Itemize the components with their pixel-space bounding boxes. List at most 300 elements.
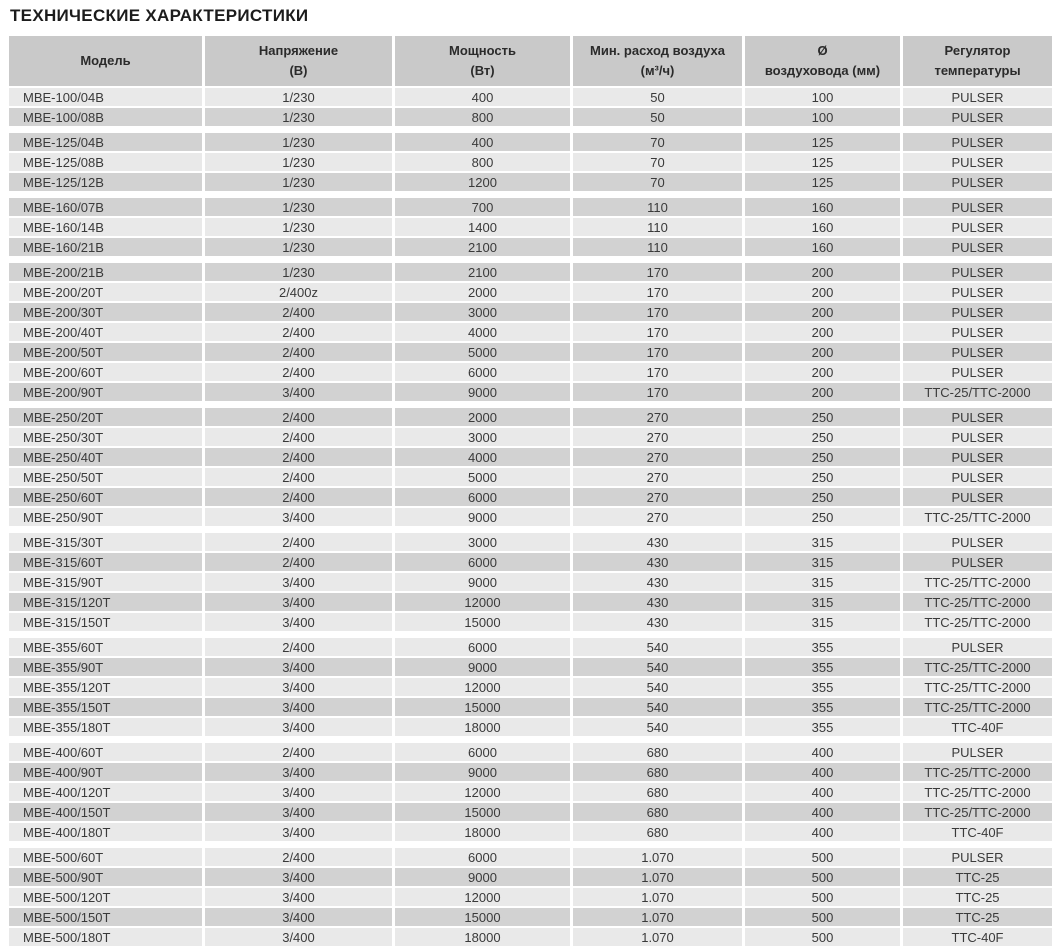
page-title: ТЕХНИЧЕСКИЕ ХАРАКТЕРИСТИКИ [10,6,309,25]
table-row [9,888,1052,906]
cell-power: 3000 [395,533,570,551]
cell-regulator: TTC-25/TTC-2000 [903,763,1052,781]
cell-power: 3000 [395,428,570,446]
cell-power: 18000 [395,928,570,946]
cell-diameter: 125 [745,133,900,151]
cell-diameter: 400 [745,763,900,781]
cell-diameter: 315 [745,553,900,571]
cell-power: 15000 [395,803,570,821]
cell-model: MBE-250/40T [9,448,202,466]
cell-model: MBE-200/20T [9,283,202,301]
cell-model: MBE-250/90T [9,508,202,526]
cell-regulator: PULSER [903,263,1052,281]
cell-voltage: 2/400 [205,448,392,466]
cell-diameter: 500 [745,848,900,866]
cell-regulator: TTC-25/TTC-2000 [903,803,1052,821]
cell-airflow: 170 [573,303,742,321]
cell-airflow: 430 [573,553,742,571]
cell-power: 700 [395,198,570,216]
cell-regulator: PULSER [903,173,1052,191]
cell-diameter: 250 [745,428,900,446]
cell-airflow: 110 [573,218,742,236]
cell-regulator: PULSER [903,108,1052,126]
cell-airflow: 540 [573,638,742,656]
cell-regulator: TTC-25/TTC-2000 [903,508,1052,526]
table-row [9,133,1052,151]
cell-diameter: 160 [745,198,900,216]
cell-diameter: 500 [745,928,900,946]
cell-voltage: 2/400z [205,283,392,301]
cell-power: 2000 [395,408,570,426]
table-row [9,763,1052,781]
cell-airflow: 110 [573,198,742,216]
cell-power: 9000 [395,383,570,401]
cell-model: MBE-200/90T [9,383,202,401]
cell-regulator: TTC-25 [903,888,1052,906]
column-header-line: Регулятор [944,43,1011,58]
cell-regulator: PULSER [903,553,1052,571]
cell-voltage: 1/230 [205,238,392,256]
cell-voltage: 2/400 [205,488,392,506]
table-row [9,593,1052,611]
cell-model: MBE-200/30T [9,303,202,321]
cell-power: 1200 [395,173,570,191]
cell-power: 2000 [395,283,570,301]
cell-power: 6000 [395,553,570,571]
table-row [9,363,1052,381]
cell-airflow: 680 [573,763,742,781]
column-header-line: воздуховода (мм) [764,63,881,78]
cell-diameter: 500 [745,888,900,906]
column-header-voltage [205,36,392,86]
cell-model: MBE-400/90T [9,763,202,781]
cell-power: 15000 [395,613,570,631]
cell-regulator: TTC-40F [903,718,1052,736]
cell-airflow: 70 [573,133,742,151]
cell-regulator: TTC-25/TTC-2000 [903,783,1052,801]
cell-model: MBE-500/120T [9,888,202,906]
cell-model: MBE-500/90T [9,868,202,886]
cell-power: 9000 [395,573,570,591]
table-row [9,88,1052,106]
table-header-row [9,36,1052,86]
cell-voltage: 2/400 [205,303,392,321]
cell-regulator: TTC-40F [903,823,1052,841]
cell-regulator: PULSER [903,238,1052,256]
cell-model: MBE-400/150T [9,803,202,821]
table-row [9,303,1052,321]
cell-diameter: 315 [745,613,900,631]
cell-diameter: 250 [745,488,900,506]
cell-power: 6000 [395,638,570,656]
cell-model: MBE-100/08B [9,108,202,126]
table-row [9,448,1052,466]
cell-power: 9000 [395,868,570,886]
cell-diameter: 315 [745,573,900,591]
cell-voltage: 2/400 [205,638,392,656]
table-row [9,783,1052,801]
cell-voltage: 2/400 [205,323,392,341]
cell-voltage: 3/400 [205,508,392,526]
cell-voltage: 2/400 [205,468,392,486]
cell-regulator: PULSER [903,198,1052,216]
cell-voltage: 3/400 [205,658,392,676]
cell-airflow: 1.070 [573,848,742,866]
cell-regulator: PULSER [903,343,1052,361]
cell-airflow: 70 [573,173,742,191]
table-row [9,658,1052,676]
table-row [9,908,1052,926]
table-row [9,383,1052,401]
cell-voltage: 3/400 [205,678,392,696]
cell-airflow: 170 [573,263,742,281]
cell-model: MBE-200/21B [9,263,202,281]
cell-model: MBE-250/20T [9,408,202,426]
cell-airflow: 540 [573,698,742,716]
table-row [9,848,1052,866]
table-row [9,743,1052,761]
cell-regulator: TTC-25/TTC-2000 [903,593,1052,611]
cell-airflow: 170 [573,363,742,381]
cell-diameter: 355 [745,638,900,656]
cell-diameter: 100 [745,88,900,106]
cell-diameter: 200 [745,343,900,361]
cell-airflow: 270 [573,468,742,486]
cell-voltage: 3/400 [205,888,392,906]
column-header-line: (В) [289,63,308,78]
cell-airflow: 1.070 [573,868,742,886]
cell-regulator: TTC-25 [903,908,1052,926]
cell-regulator: PULSER [903,638,1052,656]
cell-diameter: 200 [745,283,900,301]
cell-diameter: 400 [745,823,900,841]
table-row [9,468,1052,486]
cell-diameter: 400 [745,783,900,801]
cell-model: MBE-355/180T [9,718,202,736]
table-row [9,533,1052,551]
cell-model: MBE-160/14B [9,218,202,236]
cell-airflow: 270 [573,428,742,446]
cell-regulator: PULSER [903,428,1052,446]
cell-diameter: 250 [745,408,900,426]
cell-voltage: 1/230 [205,173,392,191]
cell-diameter: 400 [745,803,900,821]
cell-airflow: 170 [573,283,742,301]
cell-diameter: 355 [745,718,900,736]
cell-regulator: PULSER [903,533,1052,551]
table-row [9,868,1052,886]
cell-regulator: PULSER [903,323,1052,341]
specs-table [9,36,1052,948]
cell-model: MBE-355/90T [9,658,202,676]
table-row [9,488,1052,506]
cell-airflow: 1.070 [573,928,742,946]
cell-diameter: 500 [745,908,900,926]
table-row [9,613,1052,631]
column-header-regulator [903,36,1052,86]
cell-voltage: 3/400 [205,698,392,716]
cell-power: 2100 [395,238,570,256]
cell-model: MBE-160/21B [9,238,202,256]
cell-regulator: TTC-25/TTC-2000 [903,658,1052,676]
cell-voltage: 3/400 [205,718,392,736]
table-row [9,428,1052,446]
cell-power: 400 [395,133,570,151]
cell-voltage: 2/400 [205,848,392,866]
cell-voltage: 3/400 [205,868,392,886]
column-header-line: (Вт) [470,63,495,78]
cell-diameter: 160 [745,218,900,236]
cell-power: 4000 [395,323,570,341]
cell-voltage: 2/400 [205,363,392,381]
cell-power: 12000 [395,783,570,801]
cell-regulator: PULSER [903,408,1052,426]
table-row [9,343,1052,361]
cell-voltage: 1/230 [205,108,392,126]
cell-regulator: PULSER [903,468,1052,486]
cell-regulator: TTC-25/TTC-2000 [903,613,1052,631]
cell-regulator: PULSER [903,363,1052,381]
cell-model: MBE-500/60T [9,848,202,866]
cell-voltage: 3/400 [205,803,392,821]
cell-voltage: 3/400 [205,763,392,781]
cell-voltage: 2/400 [205,533,392,551]
cell-power: 2100 [395,263,570,281]
cell-diameter: 200 [745,303,900,321]
table-row [9,718,1052,736]
cell-voltage: 1/230 [205,153,392,171]
column-header-diameter [745,36,900,86]
cell-diameter: 315 [745,593,900,611]
cell-voltage: 3/400 [205,928,392,946]
cell-power: 6000 [395,363,570,381]
column-header-line: температуры [934,63,1021,78]
cell-voltage: 3/400 [205,593,392,611]
table-row [9,408,1052,426]
cell-model: MBE-315/30T [9,533,202,551]
table-row [9,108,1052,126]
cell-airflow: 680 [573,743,742,761]
cell-power: 12000 [395,678,570,696]
table-body [9,88,1052,946]
cell-regulator: TTC-25 [903,868,1052,886]
cell-power: 15000 [395,698,570,716]
table-row [9,218,1052,236]
cell-voltage: 3/400 [205,383,392,401]
table-row [9,263,1052,281]
cell-airflow: 170 [573,383,742,401]
cell-diameter: 100 [745,108,900,126]
cell-voltage: 3/400 [205,573,392,591]
cell-diameter: 200 [745,383,900,401]
cell-power: 6000 [395,848,570,866]
cell-model: MBE-200/50T [9,343,202,361]
cell-regulator: TTC-40F [903,928,1052,946]
cell-voltage: 3/400 [205,823,392,841]
cell-regulator: PULSER [903,133,1052,151]
cell-diameter: 200 [745,323,900,341]
cell-airflow: 170 [573,323,742,341]
cell-regulator: PULSER [903,488,1052,506]
cell-regulator: TTC-25/TTC-2000 [903,383,1052,401]
cell-voltage: 1/230 [205,133,392,151]
cell-model: MBE-125/04B [9,133,202,151]
cell-voltage: 1/230 [205,198,392,216]
cell-power: 12000 [395,593,570,611]
cell-diameter: 250 [745,508,900,526]
column-header-line: Мощность [449,43,516,58]
cell-airflow: 50 [573,88,742,106]
column-header-line: Модель [80,53,131,68]
cell-airflow: 1.070 [573,908,742,926]
table-row [9,928,1052,946]
cell-model: MBE-500/180T [9,928,202,946]
cell-model: MBE-315/90T [9,573,202,591]
cell-power: 6000 [395,743,570,761]
cell-airflow: 110 [573,238,742,256]
cell-model: MBE-355/120T [9,678,202,696]
cell-model: MBE-400/180T [9,823,202,841]
cell-diameter: 250 [745,468,900,486]
cell-diameter: 200 [745,363,900,381]
cell-model: MBE-315/150T [9,613,202,631]
cell-diameter: 125 [745,173,900,191]
column-header-line: Напряжение [258,43,339,58]
cell-diameter: 400 [745,743,900,761]
cell-model: MBE-125/08B [9,153,202,171]
cell-model: MBE-250/50T [9,468,202,486]
cell-power: 18000 [395,718,570,736]
cell-airflow: 430 [573,533,742,551]
cell-airflow: 680 [573,783,742,801]
cell-voltage: 3/400 [205,613,392,631]
table-row [9,678,1052,696]
cell-airflow: 270 [573,508,742,526]
cell-model: MBE-355/150T [9,698,202,716]
cell-voltage: 2/400 [205,343,392,361]
cell-power: 18000 [395,823,570,841]
table-row [9,283,1052,301]
cell-voltage: 3/400 [205,783,392,801]
cell-airflow: 70 [573,153,742,171]
cell-model: MBE-125/12B [9,173,202,191]
cell-airflow: 50 [573,108,742,126]
cell-voltage: 2/400 [205,553,392,571]
cell-model: MBE-315/120T [9,593,202,611]
cell-regulator: PULSER [903,88,1052,106]
cell-airflow: 430 [573,593,742,611]
cell-power: 5000 [395,343,570,361]
cell-airflow: 430 [573,613,742,631]
cell-power: 5000 [395,468,570,486]
cell-model: MBE-315/60T [9,553,202,571]
column-header-line: (м³/ч) [640,63,675,78]
cell-power: 15000 [395,908,570,926]
cell-diameter: 500 [745,868,900,886]
cell-model: MBE-250/30T [9,428,202,446]
cell-regulator: PULSER [903,218,1052,236]
cell-diameter: 355 [745,678,900,696]
cell-airflow: 430 [573,573,742,591]
cell-power: 3000 [395,303,570,321]
cell-model: MBE-400/60T [9,743,202,761]
cell-diameter: 250 [745,448,900,466]
table-row [9,553,1052,571]
table-row [9,198,1052,216]
cell-voltage: 2/400 [205,743,392,761]
table-row [9,238,1052,256]
cell-model: MBE-500/150T [9,908,202,926]
cell-voltage: 1/230 [205,88,392,106]
table-row [9,698,1052,716]
cell-airflow: 540 [573,658,742,676]
cell-airflow: 540 [573,718,742,736]
table-row [9,323,1052,341]
cell-voltage: 2/400 [205,408,392,426]
cell-power: 9000 [395,763,570,781]
cell-model: MBE-400/120T [9,783,202,801]
cell-airflow: 270 [573,488,742,506]
column-header-line: Ø [817,43,828,58]
column-header-model [9,36,202,86]
cell-diameter: 315 [745,533,900,551]
cell-power: 800 [395,153,570,171]
cell-airflow: 680 [573,823,742,841]
cell-regulator: PULSER [903,283,1052,301]
column-header-airflow [573,36,742,86]
cell-model: MBE-100/04B [9,88,202,106]
cell-regulator: TTC-25/TTC-2000 [903,573,1052,591]
cell-power: 800 [395,108,570,126]
cell-airflow: 170 [573,343,742,361]
cell-power: 1400 [395,218,570,236]
cell-airflow: 270 [573,448,742,466]
cell-regulator: PULSER [903,153,1052,171]
cell-regulator: PULSER [903,303,1052,321]
cell-model: MBE-250/60T [9,488,202,506]
cell-regulator: PULSER [903,448,1052,466]
cell-power: 12000 [395,888,570,906]
table-row [9,638,1052,656]
cell-airflow: 540 [573,678,742,696]
cell-diameter: 200 [745,263,900,281]
table-row [9,153,1052,171]
cell-airflow: 1.070 [573,888,742,906]
cell-model: MBE-200/60T [9,363,202,381]
cell-power: 9000 [395,658,570,676]
table-row [9,803,1052,821]
cell-model: MBE-355/60T [9,638,202,656]
cell-diameter: 125 [745,153,900,171]
cell-power: 6000 [395,488,570,506]
column-header-line: Мин. расход воздуха [590,43,725,58]
cell-model: MBE-200/40T [9,323,202,341]
cell-airflow: 680 [573,803,742,821]
cell-voltage: 2/400 [205,428,392,446]
cell-regulator: TTC-25/TTC-2000 [903,678,1052,696]
cell-voltage: 1/230 [205,218,392,236]
cell-diameter: 355 [745,698,900,716]
cell-airflow: 270 [573,408,742,426]
cell-power: 9000 [395,508,570,526]
table-row [9,173,1052,191]
cell-regulator: TTC-25/TTC-2000 [903,698,1052,716]
table-row [9,573,1052,591]
cell-voltage: 1/230 [205,263,392,281]
table-row [9,823,1052,841]
cell-diameter: 355 [745,658,900,676]
cell-voltage: 3/400 [205,908,392,926]
